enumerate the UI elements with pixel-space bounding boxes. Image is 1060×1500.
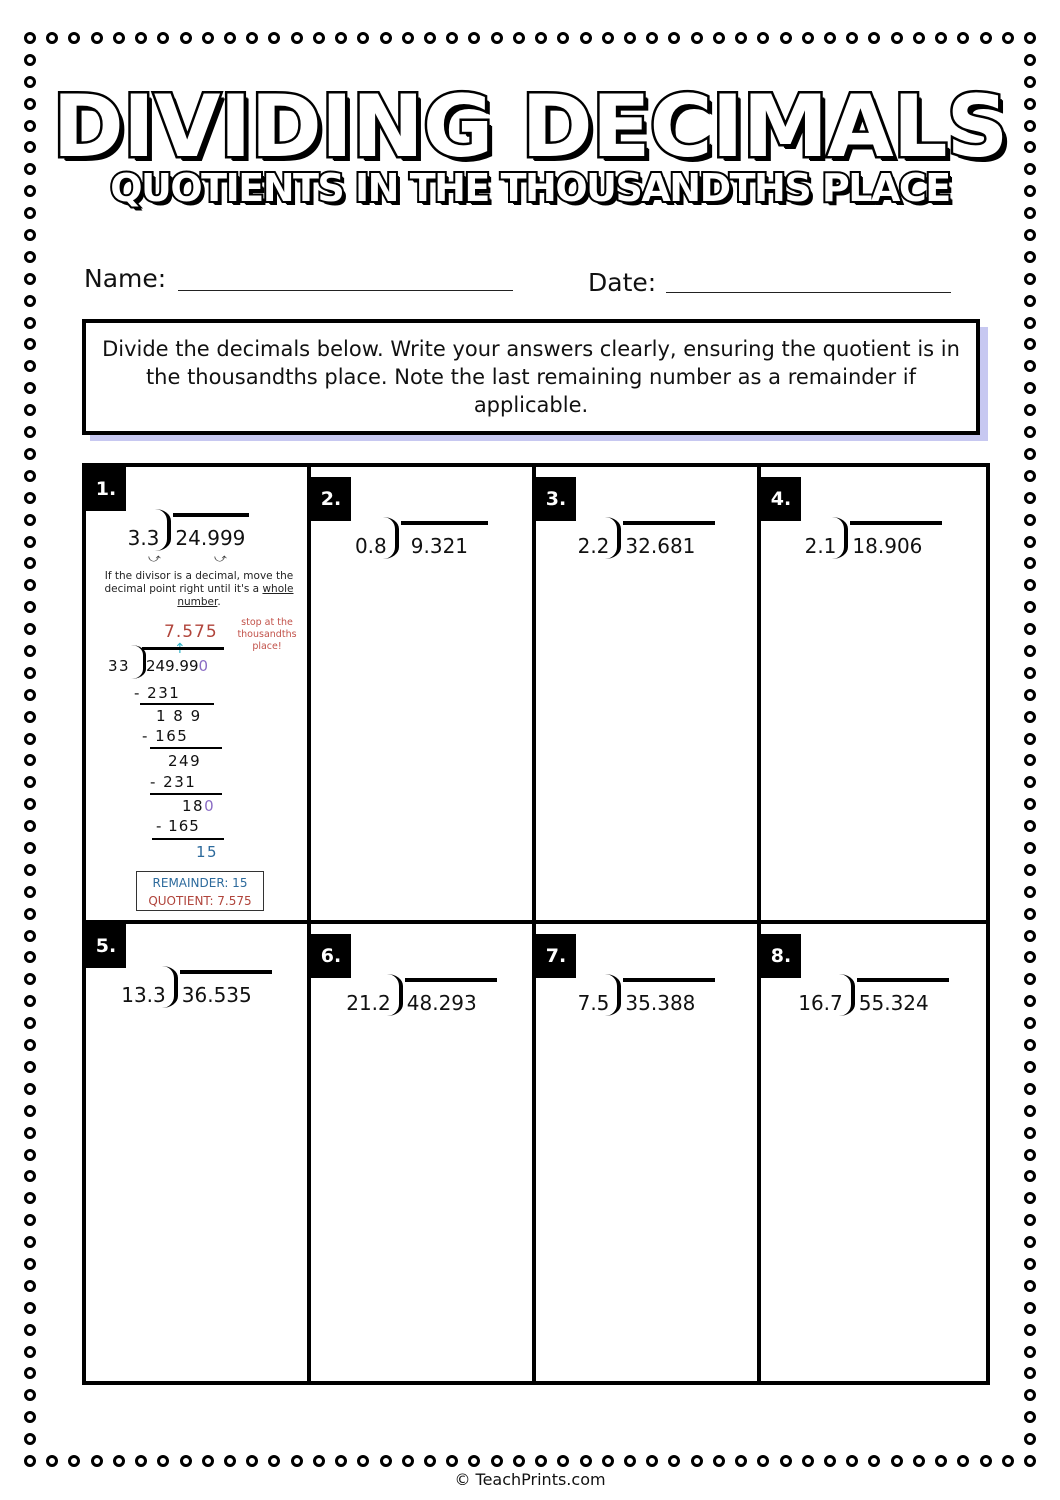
border-dot-icon — [24, 623, 36, 635]
border-dot-icon — [1024, 557, 1036, 569]
border-dot-icon — [24, 426, 36, 438]
border-dot-icon — [313, 32, 325, 44]
divisor: 2.1 — [804, 534, 837, 558]
border-dot-icon — [180, 1455, 192, 1467]
border-dot-icon — [1024, 1083, 1036, 1095]
border-dot-icon — [46, 1455, 58, 1467]
step-rule — [152, 838, 224, 840]
border-dot-icon — [713, 1455, 725, 1467]
border-dot-icon — [580, 1455, 592, 1467]
border-dot-icon — [24, 908, 36, 920]
border-dot-icon — [868, 32, 880, 44]
border-dot-icon — [1024, 492, 1036, 504]
copyright-footer: © TeachPrints.com — [454, 1470, 606, 1489]
problem-cell-8[interactable] — [761, 924, 986, 1381]
border-dot-icon — [202, 1455, 214, 1467]
border-dot-icon — [1024, 426, 1036, 438]
border-dot-icon — [224, 1455, 236, 1467]
border-dot-icon — [246, 1455, 258, 1467]
border-dot-icon — [757, 1455, 769, 1467]
border-dot-icon — [24, 973, 36, 985]
border-dot-icon — [691, 32, 703, 44]
problem-number: 6. — [311, 934, 351, 978]
border-dot-icon — [1024, 1346, 1036, 1358]
border-dot-icon — [268, 32, 280, 44]
border-dot-icon — [1024, 1236, 1036, 1248]
border-dot-icon — [891, 1455, 903, 1467]
border-dot-icon — [1024, 1324, 1036, 1336]
border-dot-icon — [1002, 1455, 1014, 1467]
border-dot-icon — [402, 32, 414, 44]
border-dot-icon — [1024, 733, 1036, 745]
border-dot-icon — [357, 1455, 369, 1467]
page-title: DIVIDING DECIMALS — [52, 77, 1008, 177]
border-dot-icon — [1024, 973, 1036, 985]
border-dot-icon — [1024, 317, 1036, 329]
border-dot-icon — [1024, 798, 1036, 810]
border-dot-icon — [24, 1411, 36, 1423]
problem-number: 2. — [311, 477, 351, 521]
division-bracket-icon — [131, 645, 146, 679]
border-dot-icon — [868, 1455, 880, 1467]
border-dot-icon — [24, 1017, 36, 1029]
border-dot-icon — [780, 1455, 792, 1467]
border-dot-icon — [1024, 360, 1036, 372]
border-dot-icon — [468, 1455, 480, 1467]
border-dot-icon — [380, 1455, 392, 1467]
division-bracket-icon — [389, 515, 403, 561]
border-dot-icon — [291, 1455, 303, 1467]
border-dot-icon — [24, 951, 36, 963]
border-dot-icon — [113, 1455, 125, 1467]
border-dot-icon — [535, 32, 547, 44]
border-dot-icon — [735, 32, 747, 44]
problem-cell-7[interactable] — [536, 924, 761, 1381]
border-dot-icon — [91, 32, 103, 44]
border-dot-icon — [468, 32, 480, 44]
border-dot-icon — [780, 32, 792, 44]
long-division — [761, 972, 986, 1018]
division-bar — [142, 647, 224, 650]
border-dot-icon — [1024, 754, 1036, 766]
border-dot-icon — [24, 886, 36, 898]
border-dot-icon — [24, 470, 36, 482]
border-dot-icon — [624, 32, 636, 44]
border-dot-icon — [802, 32, 814, 44]
border-dot-icon — [24, 295, 36, 307]
division-bracket-icon — [168, 964, 182, 1010]
border-dot-icon — [935, 1455, 947, 1467]
border-dot-icon — [24, 711, 36, 723]
border-dot-icon — [980, 1455, 992, 1467]
border-dot-icon — [24, 1302, 36, 1314]
border-dot-icon — [1024, 1061, 1036, 1073]
border-dot-icon — [24, 1192, 36, 1204]
border-dot-icon — [1024, 1039, 1036, 1051]
division-bracket-icon — [393, 972, 407, 1018]
border-dot-icon — [24, 1433, 36, 1445]
border-dot-icon — [1024, 338, 1036, 350]
problem-number: 4. — [761, 477, 801, 521]
border-dot-icon — [1024, 1192, 1036, 1204]
step-rule — [150, 747, 222, 749]
border-dot-icon — [1024, 623, 1036, 635]
border-dot-icon — [1024, 1149, 1036, 1161]
divisor: 16.7 — [798, 991, 843, 1015]
border-dot-icon — [957, 1455, 969, 1467]
border-dot-icon — [1024, 32, 1036, 44]
border-dot-icon — [24, 1389, 36, 1401]
new-divisor: 33 — [108, 657, 131, 675]
remainder-label: REMAINDER: 15 — [152, 876, 248, 890]
border-dot-icon — [24, 557, 36, 569]
tip-underlined: whole number — [177, 583, 294, 608]
border-dot-icon — [713, 32, 725, 44]
date-field[interactable] — [666, 292, 951, 293]
long-division — [78, 507, 299, 553]
border-dot-icon — [1024, 382, 1036, 394]
step-rule — [140, 703, 214, 705]
border-dot-icon — [1024, 601, 1036, 613]
border-dot-icon — [24, 645, 36, 657]
dividend: 35.388 — [623, 978, 715, 1018]
division-bracket-icon — [611, 515, 625, 561]
border-dot-icon — [1024, 842, 1036, 854]
border-dot-icon — [1024, 908, 1036, 920]
problem-grid — [82, 463, 990, 1385]
border-dot-icon — [24, 317, 36, 329]
border-dot-icon — [1024, 514, 1036, 526]
problem-number: 5. — [86, 924, 126, 968]
border-dot-icon — [580, 32, 592, 44]
border-dot-icon — [1024, 295, 1036, 307]
border-dot-icon — [24, 1324, 36, 1336]
border-dot-icon — [491, 32, 503, 44]
step-rule — [150, 793, 222, 795]
final-remainder: 15 — [196, 843, 219, 861]
border-dot-icon — [180, 32, 192, 44]
border-dot-icon — [935, 32, 947, 44]
border-dot-icon — [668, 1455, 680, 1467]
border-dot-icon — [113, 32, 125, 44]
border-dot-icon — [1024, 404, 1036, 416]
border-dot-icon — [24, 1236, 36, 1248]
border-dot-icon — [1024, 1105, 1036, 1117]
border-dot-icon — [1024, 1127, 1036, 1139]
border-dot-icon — [624, 1455, 636, 1467]
step: - 165 — [142, 727, 189, 745]
dividend: 48.293 — [405, 978, 497, 1018]
border-dot-icon — [1024, 951, 1036, 963]
border-dot-icon — [491, 1455, 503, 1467]
border-dot-icon — [668, 32, 680, 44]
border-dot-icon — [24, 733, 36, 745]
border-dot-icon — [802, 1455, 814, 1467]
border-dot-icon — [313, 1455, 325, 1467]
border-dot-icon — [1024, 448, 1036, 460]
problem-number: 7. — [536, 934, 576, 978]
border-dot-icon — [1024, 1411, 1036, 1423]
border-dot-icon — [24, 820, 36, 832]
long-division — [311, 972, 532, 1018]
name-field[interactable] — [178, 290, 513, 291]
border-dot-icon — [335, 32, 347, 44]
border-dot-icon — [380, 32, 392, 44]
border-dot-icon — [91, 1455, 103, 1467]
border-dot-icon — [24, 492, 36, 504]
border-dot-icon — [957, 32, 969, 44]
dividend: 32.681 — [623, 521, 715, 561]
border-dot-icon — [24, 338, 36, 350]
border-dot-icon — [846, 1455, 858, 1467]
division-bracket-icon — [611, 972, 625, 1018]
problem-cell-2[interactable] — [311, 467, 536, 924]
dividend: 55.324 — [857, 978, 949, 1018]
border-dot-icon — [24, 667, 36, 679]
border-dot-icon — [557, 1455, 569, 1467]
border-dot-icon — [735, 1455, 747, 1467]
border-dot-icon — [1024, 536, 1036, 548]
border-dot-icon — [68, 1455, 80, 1467]
border-dot-icon — [24, 360, 36, 372]
border-dot-icon — [46, 32, 58, 44]
border-dot-icon — [1024, 251, 1036, 263]
border-dot-icon — [1024, 273, 1036, 285]
border-dot-icon — [24, 754, 36, 766]
border-dot-icon — [824, 32, 836, 44]
step: 249 — [168, 752, 202, 770]
border-dot-icon — [1024, 864, 1036, 876]
problem-number: 3. — [536, 477, 576, 521]
border-dot-icon — [1024, 1389, 1036, 1401]
border-dot-icon — [202, 32, 214, 44]
step: - 231 — [134, 684, 181, 702]
border-dot-icon — [24, 382, 36, 394]
border-dot-icon — [446, 1455, 458, 1467]
curved-arrow-icon: ⤻ — [214, 551, 227, 565]
border-dot-icon — [68, 32, 80, 44]
border-dot-icon — [24, 1258, 36, 1270]
step: - 231 — [150, 773, 197, 791]
border-dot-icon — [24, 798, 36, 810]
border-dot-icon — [135, 1455, 147, 1467]
border-dot-icon — [1024, 54, 1036, 66]
border-dot-icon — [1024, 995, 1036, 1007]
divisor: 2.2 — [577, 534, 610, 558]
tip-text: If the divisor is a decimal, move the decimal point right until it's a whole number. — [104, 570, 294, 608]
border-dot-icon — [291, 32, 303, 44]
border-dot-icon — [1024, 1433, 1036, 1445]
divisor: 7.5 — [577, 991, 610, 1015]
border-dot-icon — [24, 689, 36, 701]
border-dot-icon — [1024, 820, 1036, 832]
border-dot-icon — [24, 536, 36, 548]
dividend: 36.535 — [180, 970, 272, 1010]
border-dot-icon — [268, 1455, 280, 1467]
dividend: 18.906 — [850, 521, 942, 561]
border-dot-icon — [24, 1455, 36, 1467]
border-dot-icon — [891, 32, 903, 44]
divisor: 13.3 — [121, 983, 166, 1007]
border-dot-icon — [24, 1214, 36, 1226]
division-bracket-icon — [845, 972, 859, 1018]
border-dot-icon — [24, 448, 36, 460]
border-dot-icon — [1002, 32, 1014, 44]
border-dot-icon — [402, 1455, 414, 1467]
long-division — [536, 972, 757, 1018]
stop-note: stop at the thousandths place! — [237, 617, 297, 652]
problem-cell-3[interactable] — [536, 467, 761, 924]
border-dot-icon — [1024, 1170, 1036, 1182]
border-dot-icon — [646, 1455, 658, 1467]
dividend: 24.999 — [173, 513, 249, 553]
long-division — [761, 515, 986, 561]
new-dividend: 249.990 — [146, 657, 209, 675]
border-dot-icon — [24, 1039, 36, 1051]
border-dot-icon — [24, 514, 36, 526]
border-dot-icon — [1024, 1367, 1036, 1379]
border-dot-icon — [24, 1083, 36, 1095]
step: 1 8 9 — [156, 707, 202, 725]
border-dot-icon — [602, 32, 614, 44]
quotient-label: QUOTIENT: 7.575 — [148, 894, 252, 908]
problem-number: 8. — [761, 934, 801, 978]
border-dot-icon — [1024, 1280, 1036, 1292]
division-bracket-icon — [161, 507, 175, 553]
instructions-box — [82, 319, 980, 435]
border-dot-icon — [24, 229, 36, 241]
border-dot-icon — [157, 1455, 169, 1467]
problem-cell-4[interactable] — [761, 467, 986, 924]
border-dot-icon — [913, 32, 925, 44]
border-dot-icon — [1024, 645, 1036, 657]
date-label: Date: — [588, 268, 657, 297]
dividend: 9.321 — [401, 521, 488, 561]
border-dot-icon — [1024, 776, 1036, 788]
border-dot-icon — [513, 32, 525, 44]
border-dot-icon — [1024, 1258, 1036, 1270]
border-dot-icon — [1024, 470, 1036, 482]
long-division — [536, 515, 757, 561]
long-division — [86, 964, 307, 1010]
border-dot-icon — [24, 273, 36, 285]
border-dot-icon — [1024, 1302, 1036, 1314]
border-dot-icon — [24, 995, 36, 1007]
example-quotient: 7.575 — [164, 622, 218, 642]
divisor: 3.3 — [127, 526, 160, 550]
border-dot-icon — [24, 1061, 36, 1073]
problem-cell-5[interactable] — [86, 924, 311, 1381]
border-dot-icon — [24, 776, 36, 788]
border-dot-icon — [646, 32, 658, 44]
border-dot-icon — [24, 864, 36, 876]
page-subtitle: QUOTIENTS IN THE THOUSANDTHS PLACE — [110, 166, 950, 210]
border-dot-icon — [24, 930, 36, 942]
border-dot-icon — [224, 32, 236, 44]
border-dot-icon — [1024, 689, 1036, 701]
border-dot-icon — [24, 1105, 36, 1117]
border-dot-icon — [824, 1455, 836, 1467]
border-dot-icon — [1024, 1214, 1036, 1226]
up-arrow-icon: ↑ — [174, 641, 186, 657]
division-bracket-icon — [838, 515, 852, 561]
border-dot-icon — [846, 32, 858, 44]
border-dot-icon — [1024, 579, 1036, 591]
border-dot-icon — [1024, 711, 1036, 723]
border-dot-icon — [757, 32, 769, 44]
border-dot-icon — [24, 1170, 36, 1182]
border-dot-icon — [24, 1149, 36, 1161]
curved-arrow-icon: ⤻ — [148, 551, 161, 565]
border-dot-icon — [1024, 1455, 1036, 1467]
border-dot-icon — [535, 1455, 547, 1467]
border-dot-icon — [913, 1455, 925, 1467]
border-dot-icon — [24, 1346, 36, 1358]
problem-cell-6[interactable] — [311, 924, 536, 1381]
border-dot-icon — [157, 32, 169, 44]
instructions-text: Divide the decimals below. Write your answers clearly, ensuring the quotient is in the thousandths place. Note the last remaining number as a remainder if applicable. — [102, 337, 960, 417]
answer-box — [136, 871, 264, 911]
border-dot-icon — [1024, 930, 1036, 942]
border-dot-icon — [980, 32, 992, 44]
border-dot-icon — [246, 32, 258, 44]
border-dot-icon — [1024, 886, 1036, 898]
long-division — [311, 515, 532, 561]
border-dot-icon — [1024, 229, 1036, 241]
border-dot-icon — [424, 1455, 436, 1467]
border-dot-icon — [24, 32, 36, 44]
worked-example — [86, 467, 307, 920]
border-dot-icon — [1024, 1017, 1036, 1029]
border-dot-icon — [557, 32, 569, 44]
border-dot-icon — [602, 1455, 614, 1467]
border-dot-icon — [24, 1280, 36, 1292]
border-dot-icon — [135, 32, 147, 44]
name-label: Name: — [84, 264, 167, 293]
border-dot-icon — [24, 601, 36, 613]
border-dot-icon — [446, 32, 458, 44]
border-dot-icon — [24, 1367, 36, 1379]
border-dot-icon — [24, 54, 36, 66]
divisor: 21.2 — [346, 991, 391, 1015]
step: 180 — [182, 797, 216, 815]
border-dot-icon — [24, 251, 36, 263]
step: - 165 — [156, 817, 200, 835]
border-dot-icon — [424, 32, 436, 44]
border-dot-icon — [691, 1455, 703, 1467]
border-dot-icon — [357, 32, 369, 44]
border-dot-icon — [335, 1455, 347, 1467]
problem-cell-1[interactable] — [86, 467, 311, 924]
divisor: 0.8 — [354, 534, 387, 558]
border-dot-icon — [1024, 667, 1036, 679]
border-dot-icon — [24, 579, 36, 591]
problem-number: 1. — [86, 467, 126, 511]
border-dot-icon — [513, 1455, 525, 1467]
border-dot-icon — [24, 1127, 36, 1139]
border-dot-icon — [24, 404, 36, 416]
border-dot-icon — [24, 842, 36, 854]
